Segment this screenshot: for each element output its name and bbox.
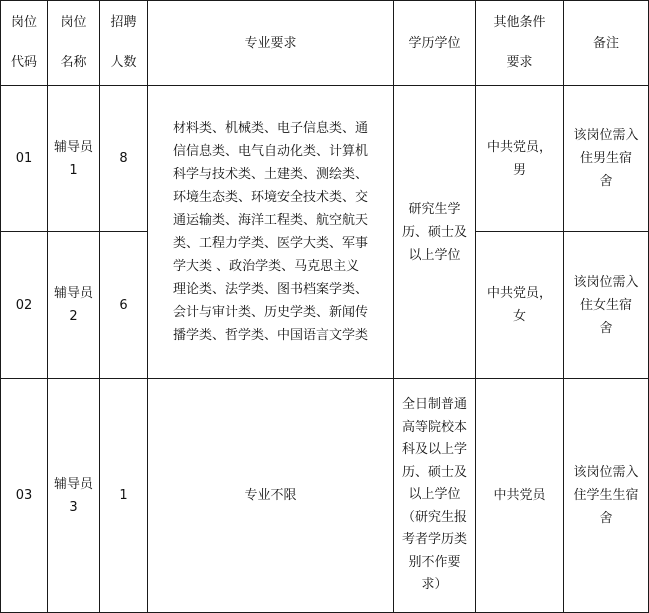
row1-name: 辅导员 1 (48, 86, 100, 232)
header-degree: 学历学位 (394, 0, 476, 86)
row3-notes: 该岗位需入 住学生生宿 舍 (564, 379, 649, 613)
header-name: 岗位 名称 (48, 0, 100, 86)
row1-other: 中共党员， 男 (476, 86, 564, 232)
row1-code: 01 (0, 86, 48, 232)
row2-name: 辅导员 2 (48, 232, 100, 379)
row3-degree: 全日制普通 高等院校本 科及以上学 历、硕士及 以上学位 （研究生报 考者学历类 别不作要 求） (394, 379, 476, 613)
header-major: 专业要求 (148, 0, 394, 86)
row3-count: 1 (100, 379, 148, 613)
row1-notes: 该岗位需入 住男生宿 舍 (564, 86, 649, 232)
row1-count: 8 (100, 86, 148, 232)
row2-count: 6 (100, 232, 148, 379)
shared-major-text: 材料类、机械类、电子信息类、通 信信息类、电气自动化类、计算机 科学与技术类、土建类、测绘类、 环境生态类、环境安全技术类、交 通运输类、海洋工程类、航空航天 类、工程力学类、医学大类、军事 学大类 、政治学类、马克思主义 理论类、法学类、图书档案学类、 会计与审计类、历史学类、新闻传 播学类、哲学类、中国语言文学类 (172, 121, 368, 343)
header-notes: 备注 (564, 0, 649, 86)
row2-other: 中共党员， 女 (476, 232, 564, 379)
shared-major-cell (148, 86, 394, 379)
row2-code: 02 (0, 232, 48, 379)
row2-notes: 该岗位需入 住女生宿 舍 (564, 232, 649, 379)
row3-code: 03 (0, 379, 48, 613)
shared-degree-cell: 研究生学 历、硕士及 以上学位 (394, 86, 476, 379)
header-count: 招聘 人数 (100, 0, 148, 86)
row3-name: 辅导员 3 (48, 379, 100, 613)
header-code: 岗位 代码 (0, 0, 48, 86)
header-other: 其他条件 要求 (476, 0, 564, 86)
row3-other: 中共党员 (476, 379, 564, 613)
row3-major: 专业不限 (148, 379, 394, 613)
